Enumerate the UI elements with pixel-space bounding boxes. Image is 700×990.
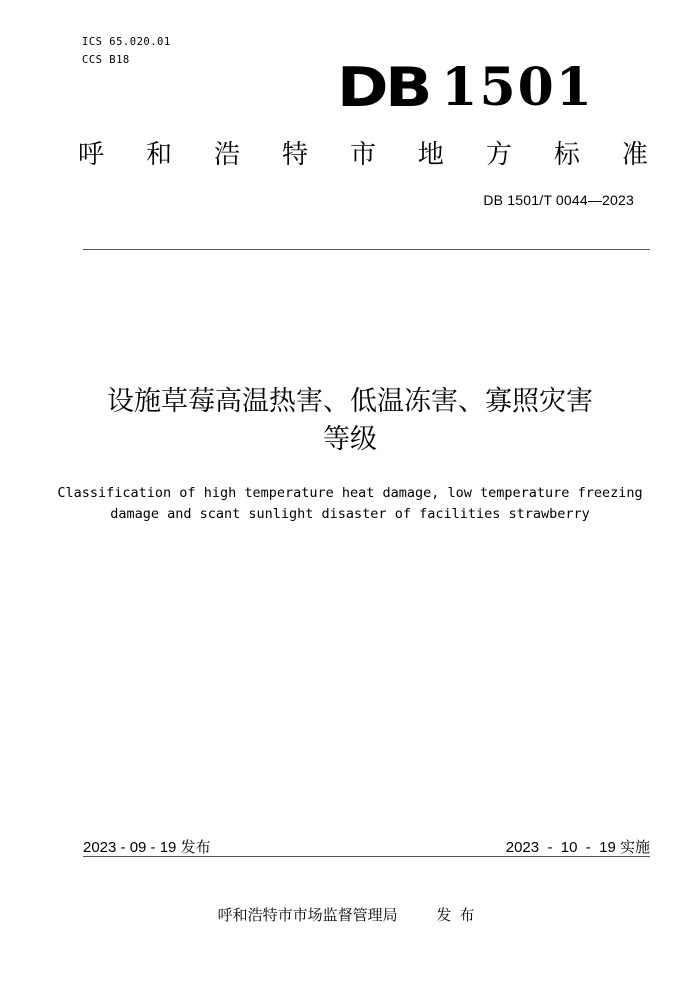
implement-date: 2023 - 10 - 19 实施 [505,839,650,856]
db-logo [337,56,594,119]
issuer [0,904,700,925]
standard-type-char: 市 [349,140,376,170]
title-english-line2: damage and scant sunlight disaster of facilities strawberry [110,506,590,522]
ccs-code: CCS B18 [82,54,130,66]
standard-code: DB 1501/T 0044—2023 [483,192,634,208]
standard-type-char: 地 [417,140,444,170]
title-english-line1: Classification of high temperature heat damage, low temperature freezing [57,485,643,501]
standard-type-char: 方 [485,140,512,170]
title-chinese-line1: 设施草莓高温热害、低温冻害、寡照灾害 [107,386,593,417]
title-chinese [40,383,660,459]
standard-type-char: 呼 [78,140,105,170]
db-prefix: DB [337,56,430,119]
standard-type-char: 浩 [213,140,240,170]
title-chinese-line2: 等级 [323,424,377,455]
ics-code: ICS 65.020.01 [82,36,171,48]
standard-type [78,134,648,171]
standard-type-char: 准 [621,140,648,170]
title-english [40,483,660,525]
issuer-verb: 发布 [436,906,483,924]
db-number: 1501 [441,57,594,118]
top-divider [83,249,650,250]
standard-type-char: 和 [145,140,172,170]
publish-date: 2023 - 09 - 19 发布 [83,839,211,856]
standard-type-char: 标 [553,140,580,170]
bottom-divider [83,856,650,857]
standard-type-char: 特 [281,140,308,170]
issuer-name: 呼和浩特市市场监督管理局 [217,906,398,924]
